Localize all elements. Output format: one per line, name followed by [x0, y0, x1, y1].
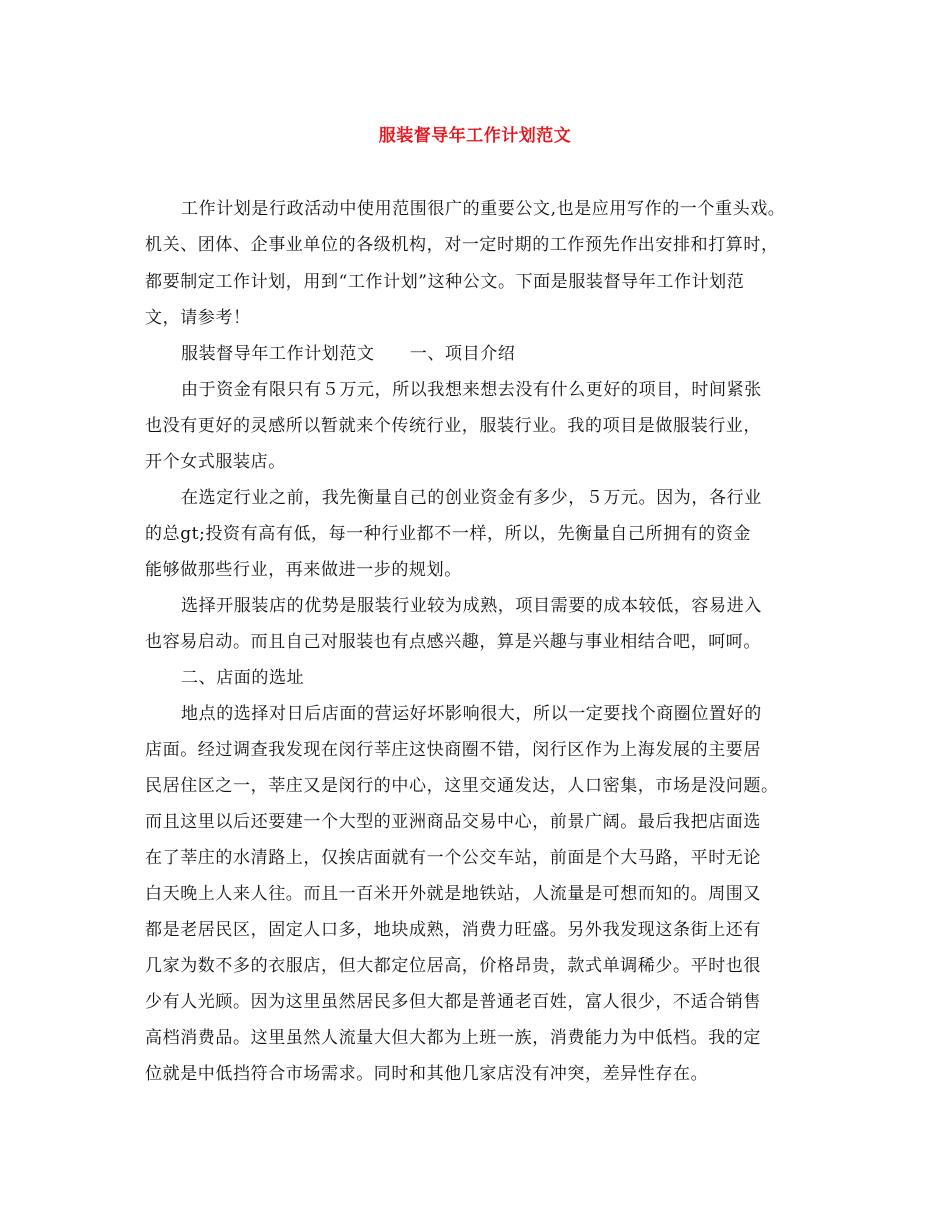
- paragraph-line: 工作计划是行政活动中使用范围很广的重要公文,也是应用写作的一个重头戏。: [181, 199, 786, 219]
- paragraph-line: 开个女式服装店。: [145, 452, 286, 472]
- paragraph-line: 能够做那些行业，再来做进一步的规划。: [145, 560, 462, 580]
- paragraph-line: 几家为数不多的衣服店，但大都定位居高，价格昂贵，款式单调稀少。平时也很: [145, 956, 761, 976]
- paragraph-line: 而且这里以后还要建一个大型的亚洲商品交易中心，前景广阔。最后我把店面选: [145, 812, 761, 832]
- paragraph-line: 文，请参考！: [145, 308, 251, 328]
- paragraph-line: 的总gt;投资有高有低，每一种行业都不一样，所以，先衡量自己所拥有的资金: [145, 524, 752, 544]
- paragraph-line: 白天晚上人来人往。而且一百米开外就是地铁站，人流量是可想而知的。周围又: [145, 884, 761, 904]
- paragraph-line: 都要制定工作计划，用到“工作计划”这种公文。下面是服装督导年工作计划范: [145, 272, 745, 292]
- paragraph-line: 位就是中低挡符合市场需求。同时和其他几家店没有冲突，差异性存在。: [145, 1064, 709, 1084]
- paragraph-line: 高档消费品。这里虽然人流量大但大都为上班一族，消费能力为中低档。我的定: [145, 1028, 761, 1048]
- paragraph-line: 都是老居民区，固定人口多，地块成熟，消费力旺盛。另外我发现这条街上还有: [145, 920, 761, 940]
- section-heading: 二、店面的选址: [181, 668, 305, 688]
- paragraph-line: 地点的选择对日后店面的营运好坏影响很大，所以一定要找个商圈位置好的: [181, 704, 762, 724]
- paragraph-line: 由于资金有限只有５万元，所以我想来想去没有什么更好的项目，时间紧张: [181, 380, 762, 400]
- paragraph-line: 也没有更好的灵感所以暂就来个传统行业，服装行业。我的项目是做服装行业，: [145, 416, 761, 436]
- paragraph-line: 少有人光顾。因为这里虽然居民多但大都是普通老百姓，富人很少，不适合销售: [145, 992, 761, 1012]
- paragraph-line: 机关、团体、企事业单位的各级机构，对一定时期的工作预先作出安排和打算时，: [145, 235, 779, 255]
- section-heading: 服装督导年工作计划范文 一、项目介绍: [181, 344, 516, 364]
- paragraph-line: 在选定行业之前，我先衡量自己的创业资金有多少，５万元。因为，各行业: [181, 488, 762, 508]
- paragraph-line: 店面。经过调查我发现在闵行莘庄这快商圈不错，闵行区作为上海发展的主要居: [145, 740, 761, 760]
- paragraph-line: 也容易启动。而且自己对服装也有点感兴趣，算是兴趣与事业相结合吧，呵呵。: [145, 632, 761, 652]
- paragraph-line: 选择开服装店的优势是服装行业较为成熟，项目需要的成本较低，容易进入: [181, 596, 762, 616]
- paragraph-line: 在了莘庄的水清路上，仅挨店面就有一个公交车站，前面是个大马路，平时无论: [145, 848, 761, 868]
- paragraph-line: 民居住区之一，莘庄又是闵行的中心，这里交通发达，人口密集，市场是没问题。: [145, 776, 779, 796]
- document-title: 服装督导年工作计划范文: [378, 126, 572, 146]
